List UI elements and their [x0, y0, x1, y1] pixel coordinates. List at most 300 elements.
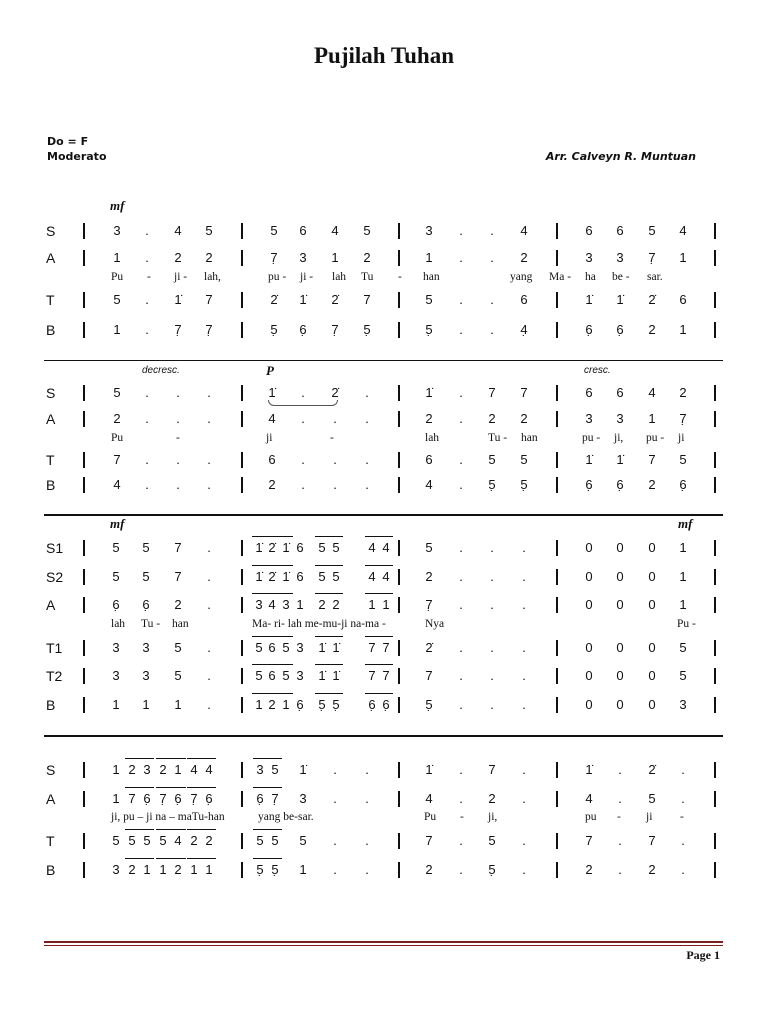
voice-row-a — [0, 248, 768, 268]
note: 3 — [299, 250, 307, 265]
note: 5̣ — [425, 697, 433, 712]
note: 5 — [679, 668, 687, 683]
note: 7 — [174, 540, 182, 555]
note: 2̇ — [331, 385, 339, 400]
hold-dot: . — [681, 833, 685, 848]
hold-dot: . — [207, 569, 211, 584]
barline — [83, 668, 85, 684]
note: 1 — [143, 862, 151, 877]
voice-row-s — [0, 383, 768, 403]
note: 2 — [268, 697, 276, 712]
hold-dot: . — [459, 385, 463, 400]
hold-dot: . — [618, 762, 622, 777]
dynamic-text: decresc. — [142, 365, 180, 376]
hold-dot: . — [301, 477, 305, 492]
note: 7̣ — [190, 791, 198, 806]
hold-dot: . — [522, 833, 526, 848]
note: 2 — [174, 597, 182, 612]
note: 3 — [679, 697, 687, 712]
barline — [83, 411, 85, 427]
hold-dot: . — [459, 477, 463, 492]
beam-line — [253, 758, 282, 759]
note: 4 — [190, 762, 198, 777]
hold-dot: . — [207, 452, 211, 467]
voice-row-s — [0, 221, 768, 241]
lyrics-line — [0, 810, 768, 824]
note: 5 — [425, 540, 433, 555]
barline — [83, 322, 85, 338]
note: 6 — [520, 292, 528, 307]
hold-dot: . — [333, 791, 337, 806]
beam-line — [156, 858, 186, 859]
note: 1̇ — [299, 762, 307, 777]
barline — [714, 411, 716, 427]
barline — [714, 762, 716, 778]
note: 2 — [174, 250, 182, 265]
lyric-syllable: ji — [678, 432, 685, 444]
barline — [241, 411, 243, 427]
barline — [556, 862, 558, 878]
note: 7 — [113, 452, 121, 467]
barline — [241, 477, 243, 493]
dynamic-marking: mf — [110, 198, 125, 213]
lyric-syllable: ji - — [300, 271, 314, 283]
note: 3 — [585, 411, 593, 426]
hold-dot: . — [459, 292, 463, 307]
note: 3 — [299, 791, 307, 806]
barline — [556, 411, 558, 427]
barline — [714, 697, 716, 713]
hold-dot: . — [618, 791, 622, 806]
barline — [714, 862, 716, 878]
hold-dot: . — [176, 385, 180, 400]
note: 0 — [616, 569, 624, 584]
hold-dot: . — [365, 762, 369, 777]
note: 6 — [585, 385, 593, 400]
hold-dot: . — [145, 292, 149, 307]
barline — [714, 292, 716, 308]
beam-line — [252, 565, 293, 566]
hold-dot: . — [145, 322, 149, 337]
note: 1̇ — [282, 540, 290, 555]
hold-dot: . — [301, 411, 305, 426]
note: 6̣ — [174, 791, 182, 806]
note: 3 — [296, 640, 304, 655]
note: 1 — [648, 411, 656, 426]
voice-label: B — [46, 697, 56, 713]
note: 5 — [648, 791, 656, 806]
beam-line — [365, 636, 393, 637]
voice-row-t2 — [0, 666, 768, 686]
hold-dot: . — [490, 322, 494, 337]
lyric-syllable: Pu - — [677, 618, 696, 630]
note: 2 — [425, 862, 433, 877]
note: 7̣ — [270, 250, 278, 265]
beam-line — [253, 858, 282, 859]
hold-dot: . — [365, 862, 369, 877]
barline — [83, 762, 85, 778]
barline — [556, 223, 558, 239]
barline — [398, 569, 400, 585]
barline — [241, 597, 243, 613]
barline — [714, 597, 716, 613]
note: 3 — [112, 668, 120, 683]
barline — [241, 322, 243, 338]
note: 5 — [255, 668, 263, 683]
note: 0 — [648, 640, 656, 655]
lyric-syllable: Nya — [425, 618, 445, 630]
hold-dot: . — [522, 668, 526, 683]
note: 4 — [679, 223, 687, 238]
note: 1̇ — [616, 452, 624, 467]
note: 4 — [205, 762, 213, 777]
hold-dot: . — [333, 762, 337, 777]
voice-label: S — [46, 385, 56, 401]
hold-dot: . — [490, 640, 494, 655]
note: 6̣ — [585, 322, 593, 337]
note: 5 — [679, 640, 687, 655]
lyrics-line — [0, 270, 768, 284]
beam-line — [252, 536, 293, 537]
hold-dot: . — [459, 640, 463, 655]
voice-row-a — [0, 789, 768, 809]
note: 7̣ — [648, 250, 656, 265]
note: 5̣ — [318, 697, 326, 712]
note: 6̣ — [296, 697, 304, 712]
note: 5 — [255, 640, 263, 655]
voice-label: S1 — [46, 540, 64, 556]
voice-row-b — [0, 475, 768, 495]
note: 2 — [205, 833, 213, 848]
barline — [714, 223, 716, 239]
note: 7̣ — [271, 791, 279, 806]
hold-dot: . — [365, 411, 369, 426]
lyric-syllable: - — [330, 432, 334, 444]
note: 2 — [363, 250, 371, 265]
barline — [398, 250, 400, 266]
note: 2 — [648, 862, 656, 877]
note: 6̣ — [585, 477, 593, 492]
lyric-syllable: - — [147, 271, 151, 283]
note: 2 — [520, 411, 528, 426]
lyric-syllable: Ma - — [549, 271, 572, 283]
note: 4 — [382, 569, 390, 584]
note: 1̇ — [332, 640, 340, 655]
barline — [398, 597, 400, 613]
note: 1 — [142, 697, 150, 712]
voice-label: T — [46, 292, 55, 308]
note: 7 — [382, 640, 390, 655]
barline — [556, 833, 558, 849]
note: 1̇ — [425, 762, 433, 777]
beam-line — [252, 693, 293, 694]
note: 0 — [648, 697, 656, 712]
voice-row-s1 — [0, 538, 768, 558]
lyrics-line — [0, 617, 768, 631]
beam-line — [187, 758, 216, 759]
note: 3 — [112, 862, 120, 877]
note: 7̣ — [205, 322, 213, 337]
lyric-syllable: han — [521, 432, 538, 444]
note: 0 — [648, 597, 656, 612]
note: 5 — [113, 385, 121, 400]
hold-dot: . — [459, 862, 463, 877]
barline — [83, 452, 85, 468]
barline — [83, 697, 85, 713]
note: 1 — [331, 250, 339, 265]
note: 1̇ — [174, 292, 182, 307]
barline — [398, 668, 400, 684]
note: 1 — [299, 862, 307, 877]
note: 2̇ — [268, 540, 276, 555]
note: 2 — [318, 597, 326, 612]
note: 3 — [296, 668, 304, 683]
note: 2̇ — [425, 640, 433, 655]
note: 2 — [585, 862, 593, 877]
hold-dot: . — [459, 569, 463, 584]
note: 5̣ — [488, 477, 496, 492]
lyric-syllable: Pu — [111, 432, 124, 444]
note: 1 — [112, 762, 120, 777]
note: 1 — [112, 697, 120, 712]
hold-dot: . — [490, 697, 494, 712]
voice-row-a — [0, 595, 768, 615]
note: 0 — [648, 540, 656, 555]
note: 2 — [268, 477, 276, 492]
note: 5̣ — [363, 322, 371, 337]
barline — [714, 250, 716, 266]
hold-dot: . — [459, 791, 463, 806]
note: 6̣ — [299, 322, 307, 337]
note: 1̇ — [299, 292, 307, 307]
note: 4 — [648, 385, 656, 400]
hold-dot: . — [333, 833, 337, 848]
note: 3 — [142, 640, 150, 655]
voice-label: T1 — [46, 640, 63, 656]
beam-line — [315, 693, 343, 694]
lyric-syllable: Tu - — [488, 432, 508, 444]
lyric-syllable: ji, — [488, 811, 498, 823]
note: 2 — [488, 791, 496, 806]
note: 1̇ — [282, 569, 290, 584]
note: 5 — [112, 833, 120, 848]
hold-dot: . — [145, 385, 149, 400]
note: 4 — [368, 569, 376, 584]
note: 4 — [368, 540, 376, 555]
lyric-syllable: - — [176, 432, 180, 444]
note: 3 — [112, 640, 120, 655]
barline — [556, 791, 558, 807]
note: 6̣ — [142, 597, 150, 612]
lyric-syllable: yang be- — [258, 811, 298, 823]
note: 5 — [425, 292, 433, 307]
note: 2̇ — [270, 292, 278, 307]
hold-dot: . — [522, 762, 526, 777]
beam-line — [365, 593, 393, 594]
lyric-syllable: lah — [111, 618, 126, 630]
note: 2 — [425, 411, 433, 426]
barline — [714, 452, 716, 468]
note: 6̣ — [616, 322, 624, 337]
system-divider — [44, 360, 723, 361]
voice-label: A — [46, 791, 56, 807]
lyric-syllable: pu - — [268, 271, 287, 283]
dynamic-marking: mf — [110, 516, 125, 531]
note: 7 — [382, 668, 390, 683]
note: 2̇ — [648, 762, 656, 777]
hold-dot: . — [459, 833, 463, 848]
barline — [398, 411, 400, 427]
hold-dot: . — [176, 411, 180, 426]
hold-dot: . — [176, 477, 180, 492]
hold-dot: . — [176, 452, 180, 467]
note: 5 — [112, 540, 120, 555]
hold-dot: . — [301, 452, 305, 467]
barline — [398, 477, 400, 493]
note: 4̣ — [520, 322, 528, 337]
note: 7 — [648, 833, 656, 848]
note: 6̣ — [112, 597, 120, 612]
lyric-syllable: pu — [585, 811, 597, 823]
hold-dot: . — [459, 668, 463, 683]
note: 5̣ — [520, 477, 528, 492]
note: 5 — [142, 540, 150, 555]
barline — [241, 791, 243, 807]
hold-dot: . — [459, 697, 463, 712]
note: 6 — [679, 292, 687, 307]
note: 1 — [255, 697, 263, 712]
barline — [556, 697, 558, 713]
note: 7 — [488, 385, 496, 400]
note: 1 — [679, 250, 687, 265]
note: 3 — [616, 411, 624, 426]
voice-label: S — [46, 223, 56, 239]
hold-dot: . — [365, 791, 369, 806]
hold-dot: . — [207, 411, 211, 426]
beam-line — [156, 787, 186, 788]
note: 7 — [363, 292, 371, 307]
barline — [83, 385, 85, 401]
barline — [241, 223, 243, 239]
lyric-syllable: ha — [585, 271, 596, 283]
note: 1̇ — [616, 292, 624, 307]
note: 0 — [585, 569, 593, 584]
note: 6 — [425, 452, 433, 467]
note: 6̣ — [368, 697, 376, 712]
hold-dot: . — [490, 540, 494, 555]
hold-dot: . — [207, 597, 211, 612]
hold-dot: . — [207, 640, 211, 655]
barline — [398, 762, 400, 778]
beam-line — [125, 758, 154, 759]
note: 3 — [585, 250, 593, 265]
lyric-syllable: ji, pu – ji na – maTu-han — [111, 811, 225, 823]
hold-dot: . — [522, 697, 526, 712]
lyric-syllable: ji - — [174, 271, 188, 283]
barline — [241, 668, 243, 684]
note: 2̇ — [268, 569, 276, 584]
note: 6 — [616, 223, 624, 238]
hold-dot: . — [522, 862, 526, 877]
hold-dot: . — [522, 540, 526, 555]
lyric-syllable: lah — [332, 271, 347, 283]
lyric-syllable: yang — [510, 271, 533, 283]
barline — [241, 292, 243, 308]
hold-dot: . — [145, 250, 149, 265]
barline — [83, 833, 85, 849]
note: 5 — [159, 833, 167, 848]
voice-label: A — [46, 411, 56, 427]
barline — [241, 640, 243, 656]
note: 7 — [425, 668, 433, 683]
hold-dot: . — [301, 385, 305, 400]
note: 4 — [425, 791, 433, 806]
beam-line — [187, 787, 216, 788]
barline — [714, 540, 716, 556]
note: 1̇ — [318, 668, 326, 683]
note: 1 — [296, 597, 304, 612]
voice-row-s — [0, 760, 768, 780]
barline — [398, 697, 400, 713]
barline — [398, 452, 400, 468]
barline — [714, 385, 716, 401]
note: 4 — [113, 477, 121, 492]
note: 1 — [382, 597, 390, 612]
beam-line — [125, 787, 154, 788]
barline — [714, 833, 716, 849]
note: 4 — [174, 223, 182, 238]
note: 1 — [113, 322, 121, 337]
lyric-syllable: - — [680, 811, 684, 823]
beam-line — [315, 536, 343, 537]
note: 7̣ — [331, 322, 339, 337]
note: 0 — [616, 668, 624, 683]
barline — [83, 862, 85, 878]
lyric-syllable: - — [617, 811, 621, 823]
note: 2 — [174, 862, 182, 877]
barline — [83, 791, 85, 807]
barline — [556, 385, 558, 401]
note: 5 — [174, 668, 182, 683]
lyric-syllable: pu - — [646, 432, 665, 444]
barline — [556, 540, 558, 556]
lyric-syllable: Pu — [424, 811, 437, 823]
voice-row-s2 — [0, 567, 768, 587]
hold-dot: . — [490, 569, 494, 584]
note: 5 — [332, 569, 340, 584]
barline — [556, 452, 558, 468]
voice-label: S2 — [46, 569, 64, 585]
note: 5̣ — [271, 862, 279, 877]
hold-dot: . — [333, 862, 337, 877]
voice-label: A — [46, 597, 56, 613]
note: 7 — [425, 833, 433, 848]
beam-line — [187, 829, 216, 830]
note: 5 — [271, 762, 279, 777]
barline — [83, 292, 85, 308]
note: 6̣ — [382, 697, 390, 712]
beam-line — [315, 636, 343, 637]
barline — [398, 322, 400, 338]
hold-dot: . — [459, 762, 463, 777]
lyric-syllable: Tu - — [141, 618, 161, 630]
note: 2 — [520, 250, 528, 265]
voice-row-t — [0, 831, 768, 851]
note: 5̣ — [488, 862, 496, 877]
note: 5̣ — [256, 862, 264, 877]
lyric-syllable: ji, — [614, 432, 624, 444]
voice-row-t1 — [0, 638, 768, 658]
